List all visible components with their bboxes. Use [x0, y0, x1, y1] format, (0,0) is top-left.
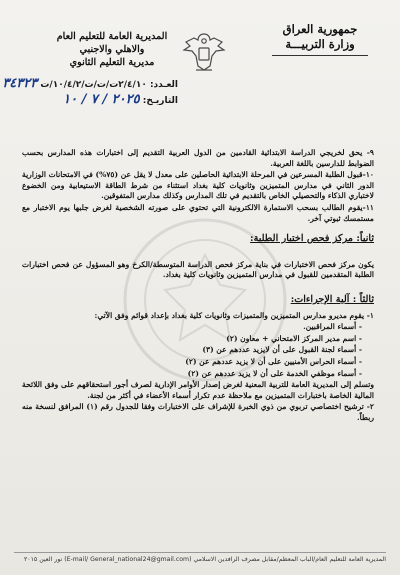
clause-11: ١١-يقوم الطالب بسحب الاستمارة الالكترونية التي تحتوي على صورته الشخصية لغرض جلبها يوم الاختبار مع مستمسك ثبوتي آخر.: [22, 202, 374, 223]
header-directorate-line2: والاهلي والاجنبي: [79, 44, 145, 55]
header-ministry-name: وزارة التربيـــة: [285, 37, 355, 51]
ref-date: [38, 92, 178, 107]
list-item: - أسماء لجنة القبول على أن لايزيد عددهم عن (٣): [202, 345, 362, 355]
header-directorate: [50, 30, 174, 69]
header-ministry: [260, 22, 380, 56]
clause-10: ١٠-قبول الطلبة المسرعين في المرحلة الابتدائية الحاصلين على معدل لا يقل عن (٧٥%) في الامتحانات الوزارية الدور الثاني في مدارس المتميزين وثانويات كلية بغداد استثناء من شرط الطاقة الاستيعابية ومن الخضوع لاختباري الذكاء والتحصيلي الخاص بالتقديم في تلك المدارس وكذلك مدارس المتفوقين.: [22, 170, 374, 201]
list-item: - أسماء المراقبين.: [303, 322, 362, 332]
header-rule: [272, 55, 368, 56]
procedure-2: ٢- ترشيح اختصاصي تربوي من ذوي الخبرة للإشراف على الاختبارات وفقا للجدول رقم (١) المرافق لنسخة منه ربطاً.: [22, 402, 374, 422]
procedure-1-note: وتسلم إلى المديرية العامة للتربية المعنية لغرض إصدار الأوامر الإدارية لصرف أجور استحقاقهم على وفق اللائحة المالية الخاصة باختبارات المتميزين مع ملاحظة عدم تكرار أسماء الأعضاء في أكثر من لجنة.: [22, 380, 374, 400]
section-two-heading: ثانياً: مركز فحص اختبار الطلبة:: [250, 233, 374, 245]
procedure-1: ١- يقوم مديرو مدارس المتميزين والمتميزات وثانويات كلية بغداد بإعداد قوائم وفق الآتي:: [94, 310, 374, 320]
header-directorate-line3: مديرية التعليم الثانوي: [69, 57, 155, 68]
list-item: - أسماء الحراس الأمنيين على أن لا يزيد عددهم عن (٢): [185, 356, 362, 366]
footer-address: المديرية العامة للتعليم العام/الباب المعظم/مقابل مصرف الرافدين الاسلامي (E-mail/ General_national24@gmail.com) نور العين ٢٠١٥: [14, 552, 386, 563]
ref-number: [2, 76, 178, 91]
ref-number-label: العـدد:: [149, 80, 178, 90]
ref-number-value: ٢/٤/١٠ت/ت/ت/١٠/٤/٢/ت: [40, 80, 147, 90]
header-country: جمهورية العراق: [282, 22, 358, 36]
ref-date-label: التاريـخ:: [142, 96, 178, 106]
section-three-heading: ثالثاً : آلية الإجراءات:: [290, 293, 374, 305]
list-item: - أسماء موظفي الخدمة على أن لا يزيد عددهم عن (٢): [187, 368, 362, 378]
list-item: - اسم مدير المركز الامتحاني + معاون (٢): [226, 333, 362, 343]
section-two-text: يكون مركز فحص الاختبارات في بناية مركز فحص الدراسة المتوسطة/الكرخ وهو المسؤول عن فحص اختبارات الطلبة المتقدمين للقبول في مدارس المتميزين وثانويات كلية بغداد.: [22, 259, 374, 280]
header-directorate-line1: المديرية العامة للتعليم العام: [56, 31, 168, 42]
document-body: [22, 148, 374, 424]
iraq-emblem-icon: [180, 26, 228, 76]
clause-9: ٩- يحق لخريجي الدراسة الابتدائية القادمين من الدول العربية التقديم إلى اختبارات هذه المدارس بحسب الضوابط للدارسين باللغة العربية.: [22, 148, 374, 168]
ref-date-handwritten: ٢٠٢٥ / ٧ / ١٠: [63, 92, 140, 107]
spacer: [22, 250, 374, 260]
ref-number-handwritten: ٣٤٣٢٣: [2, 76, 38, 91]
